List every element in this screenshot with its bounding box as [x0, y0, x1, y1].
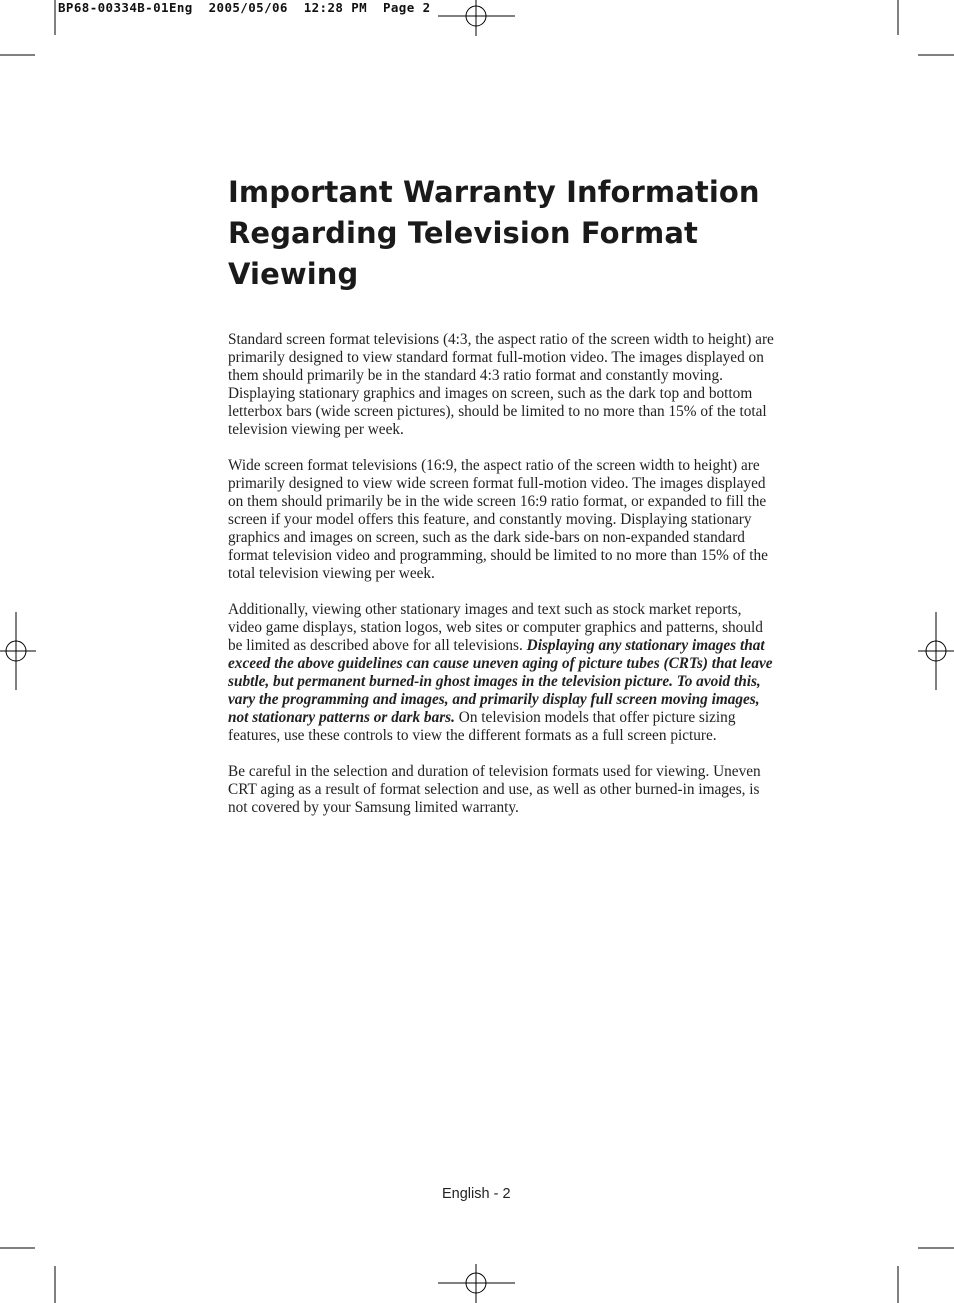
warning-emphasis: vary the programming and images, and primarily display full screen moving images,: [228, 691, 760, 708]
registration-mark-bottom: [438, 1264, 515, 1303]
text-line: not covered by your Samsung limited warranty.: [228, 799, 519, 816]
text-line: Standard screen format televisions (4:3, the aspect ratio of the screen width to height) are: [228, 331, 774, 348]
text-line: features, use these controls to view the different formats as a full screen picture.: [228, 727, 717, 744]
print-slug: BP68-00334B-01Eng 2005/05/06 12:28 PM Page 2: [58, 0, 431, 15]
warning-emphasis: Displaying any stationary images that: [526, 637, 765, 654]
body-text: [228, 331, 818, 835]
page-title-line: Important Warranty Information: [228, 175, 760, 209]
page-title-line: Viewing: [228, 257, 359, 291]
text-line: Displaying stationary graphics and images on screen, such as the dark top and bottom: [228, 385, 753, 402]
paragraph-standard-screen: [228, 331, 818, 439]
warning-emphasis: not stationary patterns or dark bars.: [228, 709, 455, 726]
text-line: letterbox bars (wide screen pictures), should be limited to no more than 15% of the total: [228, 403, 767, 420]
text-line: graphics and images on screen, such as the dark side-bars on non-expanded standard: [228, 529, 745, 546]
text-line: on them should primarily be in the wide screen 16:9 ratio format, or expanded to fill the: [228, 493, 767, 510]
text-line: primarily designed to view standard format full-motion video. The images displayed on: [228, 349, 764, 366]
text-line: primarily designed to view wide screen format full-motion video. The images displayed: [228, 475, 766, 492]
text-line: them should primarily be in the standard 4:3 ratio format and constantly moving.: [228, 367, 723, 384]
text-line: CRT aging as a result of format selection and use, as well as other burned-in images, is: [228, 781, 760, 798]
page-title-line: Regarding Television Format: [228, 216, 698, 250]
warning-emphasis: subtle, but permanent burned-in ghost images in the television picture. To avoid this,: [228, 673, 761, 690]
text-line: Additionally, viewing other stationary images and text such as stock market reports,: [228, 601, 742, 618]
text-line: video game displays, station logos, web sites or computer graphics and patterns, should: [228, 619, 763, 636]
text-line: television viewing per week.: [228, 421, 404, 438]
text-line: screen if your model offers this feature, and constantly moving. Displaying stationary: [228, 511, 752, 528]
text-line: [228, 709, 818, 727]
warning-emphasis: exceed the above guidelines can cause uneven aging of picture tubes (CRTs) that leave: [228, 655, 773, 672]
paragraph-be-careful: [228, 763, 818, 817]
paragraph-wide-screen: [228, 457, 818, 583]
registration-mark-right: [918, 612, 954, 690]
page-title: [228, 172, 828, 295]
text-line: Wide screen format televisions (16:9, the aspect ratio of the screen width to height) are: [228, 457, 760, 474]
text-line: [228, 637, 818, 655]
text-run: On television models that offer picture sizing: [454, 709, 736, 726]
text-run: be limited as described above for all televisions.: [228, 637, 527, 654]
registration-mark-left: [0, 612, 36, 690]
text-line: format television video and programming, should be limited to no more than 15% of the: [228, 547, 768, 564]
text-line: Be careful in the selection and duration of television formats used for viewing. Uneven: [228, 763, 761, 780]
text-line: total television viewing per week.: [228, 565, 435, 582]
registration-mark-top: [438, 0, 515, 36]
page-number: English - 2: [442, 1186, 511, 1202]
paragraph-additionally: [228, 601, 818, 745]
